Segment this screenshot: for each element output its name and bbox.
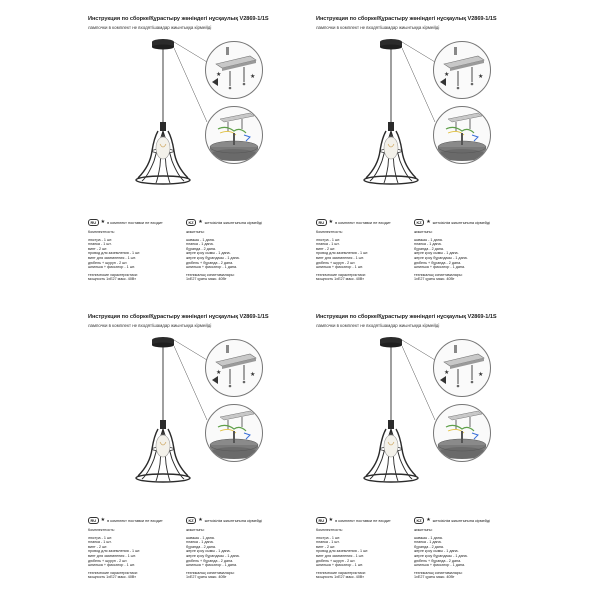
ru-tech-value: мощность 1xE27 макс. 40Вт bbox=[316, 277, 364, 282]
kz-badge: KZ bbox=[414, 219, 424, 226]
ru-item: винт - 2 шт. bbox=[316, 246, 336, 251]
ru-item: винт - 2 шт. bbox=[88, 544, 108, 549]
title-text: Инструкция по сборке/Құрастыру жөніндегі нұсқаулық bbox=[88, 16, 239, 22]
canopy-detail-circle bbox=[433, 106, 491, 164]
ru-item: винт - 2 шт. bbox=[88, 246, 108, 251]
star-icon: ★ bbox=[328, 517, 334, 523]
kz-tech-heading: техникалық сипаттамалары: bbox=[414, 570, 463, 575]
instruction-sheet bbox=[86, 14, 318, 282]
kz-badge: KZ bbox=[414, 517, 424, 524]
ru-contents-heading: Комплектность: bbox=[88, 230, 115, 234]
mounting-detail-circle bbox=[205, 41, 263, 99]
kz-item: бұранда - 2 дана. bbox=[186, 246, 216, 251]
kz-contents-heading: жиынтығы: bbox=[414, 528, 433, 532]
kz-tech-value: 1xE27 қуаты макс. 40Вт bbox=[414, 277, 455, 282]
ru-item: винт для заземления - 1 шт. bbox=[88, 255, 136, 260]
instruction-sheet bbox=[86, 312, 318, 580]
kz-item: жерге қосу сымы - 1 дана. bbox=[414, 549, 459, 554]
svg-text:★: ★ bbox=[478, 74, 484, 80]
ru-item: люстра - 1 шт. bbox=[316, 535, 341, 540]
ru-tech-heading: технические характеристики: bbox=[88, 272, 138, 277]
svg-text:★: ★ bbox=[216, 72, 222, 78]
title-text: Инструкция по сборке/Құрастыру жөніндегі нұсқаулық bbox=[88, 314, 239, 320]
mounting-detail-circle bbox=[433, 41, 491, 99]
star-icon: ★ bbox=[426, 219, 431, 225]
ru-contents bbox=[88, 230, 140, 282]
ru-item: люстра - 1 шт. bbox=[88, 535, 113, 540]
kz-item: шпилька + фиксатор - 1 дана. bbox=[186, 265, 238, 270]
kz-contents bbox=[186, 230, 240, 282]
ru-item: шпилька + фиксатор - 1 шт. bbox=[316, 265, 363, 270]
star-icon: ★ bbox=[100, 517, 106, 523]
kz-contents-heading: жиынтығы: bbox=[186, 230, 205, 234]
ru-contents-heading: Комплектность: bbox=[316, 528, 343, 532]
kz-item: шамшы - 1 дана. bbox=[414, 237, 443, 242]
ru-note bbox=[316, 219, 391, 226]
sheet-subtitle: лампочки в комплект не входят/шамдар жиынтыққа кірмейді bbox=[88, 323, 212, 328]
ru-contents-heading: Комплектность: bbox=[88, 528, 115, 532]
kz-note bbox=[414, 517, 490, 524]
sheet-subtitle: лампочки в комплект не входят/шамдар жиынтыққа кірмейді bbox=[316, 323, 440, 328]
kz-note-text: жеткізілім жиынтығына кірмейді bbox=[432, 518, 490, 523]
mounting-plate-icon bbox=[206, 340, 262, 396]
kz-item: планка - 1 дана. bbox=[414, 242, 442, 247]
kz-item: дюбель + бұранда - 2 дана. bbox=[186, 558, 234, 563]
instruction-sheet bbox=[314, 312, 546, 580]
ru-note-text: в комплект поставки не входит bbox=[335, 220, 391, 225]
kz-tech-heading: техникалық сипаттамалары: bbox=[414, 272, 463, 277]
canopy-detail-circle bbox=[205, 106, 263, 164]
ceiling-canopy-icon bbox=[434, 107, 490, 163]
ru-item: дюбель + шуруп - 2 шт. bbox=[88, 558, 128, 563]
sheet-title bbox=[316, 314, 497, 320]
ru-item: провод для заземления - 1 шт. bbox=[316, 549, 369, 554]
star-icon: ★ bbox=[198, 517, 203, 523]
ru-item: дюбель + шуруп - 2 шт. bbox=[316, 558, 356, 563]
kz-item: шпилька + фиксатор - 1 дана. bbox=[186, 563, 238, 568]
kz-note-text: жеткізілім жиынтығына кірмейді bbox=[432, 220, 490, 225]
instruction-sheet bbox=[314, 14, 546, 282]
mounting-detail-circle bbox=[205, 339, 263, 397]
ru-note bbox=[316, 517, 391, 524]
ru-note-text: в комплект поставки не входит bbox=[107, 518, 163, 523]
sheet-subtitle: лампочки в комплект не входят/шамдар жиынтыққа кірмейді bbox=[88, 25, 212, 30]
ru-contents bbox=[88, 528, 140, 580]
star-icon: ★ bbox=[198, 219, 203, 225]
mounting-plate-icon bbox=[206, 42, 262, 98]
ru-contents-heading: Комплектность: bbox=[316, 230, 343, 234]
kz-item: бұранда - 2 дана. bbox=[414, 544, 444, 549]
kz-item: жерге қосу сымы - 1 дана. bbox=[186, 251, 231, 256]
kz-item: жерге қосу бұрандасы - 1 дана. bbox=[414, 553, 468, 558]
kz-tech-value: 1xE27 қуаты макс. 40Вт bbox=[186, 277, 227, 282]
kz-item: дюбель + бұранда - 2 дана. bbox=[414, 260, 462, 265]
ru-tech-heading: технические характеристики: bbox=[316, 570, 366, 575]
ru-badge: RU bbox=[88, 517, 99, 524]
sheet-title bbox=[316, 16, 497, 22]
ru-tech-value: мощность 1xE27 макс. 40Вт bbox=[88, 277, 136, 282]
ru-tech-value: мощность 1xE27 макс. 40Вт bbox=[88, 575, 136, 580]
ru-item: люстра - 1 шт. bbox=[88, 237, 113, 242]
kz-tech-heading: техникалық сипаттамалары: bbox=[186, 570, 235, 575]
kz-item: дюбель + бұранда - 2 дана. bbox=[414, 558, 462, 563]
ru-item: шпилька + фиксатор - 1 шт. bbox=[88, 265, 135, 270]
ru-tech-heading: технические характеристики: bbox=[316, 272, 366, 277]
ru-badge: RU bbox=[316, 219, 327, 226]
kz-contents bbox=[186, 528, 240, 580]
star-icon: ★ bbox=[100, 219, 106, 225]
ru-badge: RU bbox=[88, 219, 99, 226]
ceiling-canopy-icon bbox=[206, 107, 262, 163]
kz-note-text: жеткізілім жиынтығына кірмейді bbox=[204, 518, 262, 523]
kz-item: шамшы - 1 дана. bbox=[414, 535, 443, 540]
star-icon: ★ bbox=[426, 517, 431, 523]
kz-note bbox=[186, 517, 262, 524]
ceiling-canopy-icon bbox=[434, 405, 490, 461]
mounting-plate-icon bbox=[434, 340, 490, 396]
kz-tech-value: 1xE27 қуаты макс. 40Вт bbox=[414, 575, 455, 580]
title-text: Инструкция по сборке/Құрастыру жөніндегі нұсқаулық bbox=[316, 314, 467, 320]
model-number: V2869-1/1S bbox=[239, 314, 269, 320]
ru-item: провод для заземления - 1 шт. bbox=[88, 251, 141, 256]
ru-contents bbox=[316, 230, 368, 282]
mounting-plate-icon bbox=[434, 42, 490, 98]
canopy-detail-circle bbox=[205, 404, 263, 462]
ru-item: дюбель + шуруп - 2 шт. bbox=[316, 260, 356, 265]
svg-text:★: ★ bbox=[250, 74, 256, 80]
ceiling-canopy-icon bbox=[206, 405, 262, 461]
ru-item: провод для заземления - 1 шт. bbox=[88, 549, 141, 554]
ru-note bbox=[88, 219, 163, 226]
ru-note-text: в комплект поставки не входит bbox=[107, 220, 163, 225]
mounting-detail-circle bbox=[433, 339, 491, 397]
kz-item: жерге қосу сымы - 1 дана. bbox=[186, 549, 231, 554]
kz-item: жерге қосу бұрандасы - 1 дана. bbox=[186, 553, 240, 558]
kz-item: бұранда - 2 дана. bbox=[414, 246, 444, 251]
ru-item: винт для заземления - 1 шт. bbox=[316, 553, 364, 558]
kz-item: бұранда - 2 дана. bbox=[186, 544, 216, 549]
kz-badge: KZ bbox=[186, 219, 196, 226]
model-number: V2869-1/1S bbox=[239, 16, 269, 22]
kz-item: шпилька + фиксатор - 1 дана. bbox=[414, 265, 466, 270]
kz-item: жерге қосу бұрандасы - 1 дана. bbox=[186, 255, 240, 260]
star-icon: ★ bbox=[328, 219, 334, 225]
ru-note-text: в комплект поставки не входит bbox=[335, 518, 391, 523]
ru-item: шпилька + фиксатор - 1 шт. bbox=[88, 563, 135, 568]
svg-text:★: ★ bbox=[478, 372, 484, 378]
kz-item: планка - 1 дана. bbox=[186, 242, 214, 247]
kz-item: шамшы - 1 дана. bbox=[186, 535, 215, 540]
sheet-title bbox=[88, 16, 269, 22]
kz-tech-value: 1xE27 қуаты макс. 40Вт bbox=[186, 575, 227, 580]
kz-tech-heading: техникалық сипаттамалары: bbox=[186, 272, 235, 277]
kz-item: дюбель + бұранда - 2 дана. bbox=[186, 260, 234, 265]
ru-item: винт - 2 шт. bbox=[316, 544, 336, 549]
kz-note bbox=[186, 219, 262, 226]
kz-item: планка - 1 дана. bbox=[186, 540, 214, 545]
kz-badge: KZ bbox=[186, 517, 196, 524]
svg-text:★: ★ bbox=[216, 370, 222, 376]
ru-note bbox=[88, 517, 163, 524]
kz-contents-heading: жиынтығы: bbox=[414, 230, 433, 234]
ru-item: винт для заземления - 1 шт. bbox=[88, 553, 136, 558]
kz-item: планка - 1 дана. bbox=[414, 540, 442, 545]
kz-item: жерге қосу сымы - 1 дана. bbox=[414, 251, 459, 256]
svg-text:★: ★ bbox=[250, 372, 256, 378]
model-number: V2869-1/1S bbox=[467, 16, 497, 22]
kz-item: шпилька + фиксатор - 1 дана. bbox=[414, 563, 466, 568]
kz-contents bbox=[414, 528, 468, 580]
model-number: V2869-1/1S bbox=[467, 314, 497, 320]
ru-item: планка - 1 шт. bbox=[316, 242, 340, 247]
ru-item: планка - 1 шт. bbox=[88, 242, 112, 247]
ru-item: провод для заземления - 1 шт. bbox=[316, 251, 369, 256]
title-text: Инструкция по сборке/Құрастыру жөніндегі нұсқаулық bbox=[316, 16, 467, 22]
ru-item: планка - 1 шт. bbox=[316, 540, 340, 545]
kz-item: жерге қосу бұрандасы - 1 дана. bbox=[414, 255, 468, 260]
svg-text:★: ★ bbox=[444, 72, 450, 78]
kz-contents bbox=[414, 230, 468, 282]
sheet-subtitle: лампочки в комплект не входят/шамдар жиынтыққа кірмейді bbox=[316, 25, 440, 30]
ru-item: винт для заземления - 1 шт. bbox=[316, 255, 364, 260]
sheet-title bbox=[88, 314, 269, 320]
ru-item: шпилька + фиксатор - 1 шт. bbox=[316, 563, 363, 568]
ru-badge: RU bbox=[316, 517, 327, 524]
ru-item: люстра - 1 шт. bbox=[316, 237, 341, 242]
ru-tech-heading: технические характеристики: bbox=[88, 570, 138, 575]
ru-item: дюбель + шуруп - 2 шт. bbox=[88, 260, 128, 265]
ru-contents bbox=[316, 528, 368, 580]
kz-note bbox=[414, 219, 490, 226]
ru-tech-value: мощность 1xE27 макс. 40Вт bbox=[316, 575, 364, 580]
canopy-detail-circle bbox=[433, 404, 491, 462]
kz-contents-heading: жиынтығы: bbox=[186, 528, 205, 532]
svg-text:★: ★ bbox=[444, 370, 450, 376]
kz-note-text: жеткізілім жиынтығына кірмейді bbox=[204, 220, 262, 225]
ru-item: планка - 1 шт. bbox=[88, 540, 112, 545]
kz-item: шамшы - 1 дана. bbox=[186, 237, 215, 242]
